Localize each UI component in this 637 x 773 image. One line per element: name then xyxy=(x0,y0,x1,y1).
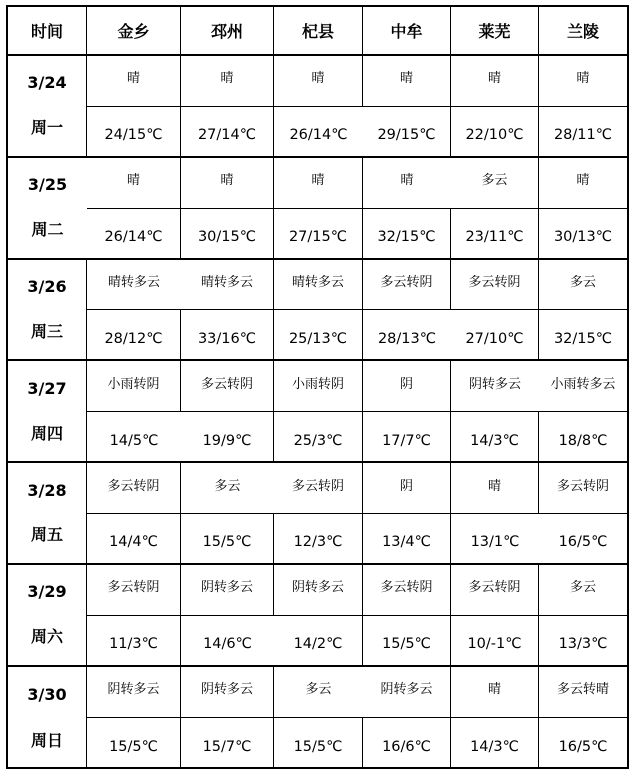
condition-cell: 阴转多云 xyxy=(274,565,363,616)
condition-cell: 小雨转阴 xyxy=(87,361,181,412)
header-city: 杞县 xyxy=(274,7,363,56)
condition-cell: 多云转阴 xyxy=(87,565,181,616)
condition-cell: 小雨转多云 xyxy=(539,361,627,412)
date-text: 3/29 xyxy=(27,582,67,602)
condition-cell: 多云转阴 xyxy=(181,361,274,412)
date-text: 3/24 xyxy=(27,73,67,93)
temperature-cell: 14/6℃ xyxy=(181,616,274,667)
header-city: 莱芜 xyxy=(451,7,539,56)
condition-cell: 小雨转阴 xyxy=(274,361,363,412)
weekday-text: 周五 xyxy=(30,525,63,545)
temperature-cell: 15/5℃ xyxy=(181,514,274,565)
temperature-cell: 13/1℃ xyxy=(451,514,539,565)
date-text: 3/30 xyxy=(27,684,67,704)
condition-cell: 多云转晴 xyxy=(539,667,627,718)
weekday-text: 周日 xyxy=(30,730,63,750)
temperature-cell: 14/4℃ xyxy=(87,514,181,565)
temperature-cell: 19/9℃ xyxy=(181,412,274,463)
day-label xyxy=(8,361,87,463)
condition-cell: 晴 xyxy=(451,463,539,514)
temperature-cell: 14/5℃ xyxy=(87,412,181,463)
temperature-cell: 28/12℃ xyxy=(87,310,181,361)
condition-cell: 多云转阴 xyxy=(539,463,627,514)
condition-cell: 晴 xyxy=(363,56,451,107)
condition-cell: 阴转多云 xyxy=(451,361,539,412)
day-label xyxy=(8,158,87,260)
date-text: 3/25 xyxy=(27,175,68,195)
condition-cell: 多云转阴 xyxy=(451,565,539,616)
condition-cell: 晴 xyxy=(539,56,627,107)
condition-cell: 阴转多云 xyxy=(181,667,274,718)
temperature-cell: 28/13℃ xyxy=(363,310,451,361)
condition-cell: 多云转阴 xyxy=(363,565,451,616)
temperature-cell: 24/15℃ xyxy=(87,107,181,158)
temperature-cell: 12/3℃ xyxy=(274,514,363,565)
temperature-cell: 29/15℃ xyxy=(363,107,451,158)
condition-cell: 阴 xyxy=(363,463,451,514)
temperature-cell: 33/16℃ xyxy=(181,310,274,361)
condition-cell: 晴 xyxy=(363,158,451,209)
temperature-cell: 18/8℃ xyxy=(539,412,627,463)
temperature-cell: 27/15℃ xyxy=(274,209,363,260)
condition-cell: 晴 xyxy=(181,158,274,209)
temperature-cell: 13/3℃ xyxy=(539,616,627,667)
header-city: 兰陵 xyxy=(539,7,627,56)
condition-cell: 晴转多云 xyxy=(181,260,274,311)
temperature-cell: 15/7℃ xyxy=(181,718,274,769)
weekday-text: 周四 xyxy=(30,423,63,443)
date-text: 3/27 xyxy=(27,378,67,398)
temperature-cell: 28/11℃ xyxy=(539,107,627,158)
condition-cell: 阴转多云 xyxy=(181,565,274,616)
condition-cell: 多云 xyxy=(181,463,274,514)
temperature-cell: 16/5℃ xyxy=(539,514,627,565)
condition-cell: 晴 xyxy=(274,56,363,107)
day-label xyxy=(8,56,87,158)
temperature-cell: 22/10℃ xyxy=(451,107,539,158)
header-city: 金乡 xyxy=(87,7,181,56)
temperature-cell: 13/4℃ xyxy=(363,514,451,565)
header-time: 时间 xyxy=(8,7,87,56)
temperature-cell: 27/14℃ xyxy=(181,107,274,158)
temperature-cell: 26/14℃ xyxy=(87,209,181,260)
condition-cell: 多云 xyxy=(539,565,627,616)
temperature-cell: 15/5℃ xyxy=(274,718,363,769)
temperature-cell: 15/5℃ xyxy=(87,718,181,769)
header-city: 邳州 xyxy=(181,7,274,56)
condition-cell: 阴转多云 xyxy=(87,667,181,718)
temperature-cell: 32/15℃ xyxy=(363,209,451,260)
condition-cell: 多云 xyxy=(539,260,627,311)
condition-cell: 晴 xyxy=(539,158,627,209)
condition-cell: 晴转多云 xyxy=(274,260,363,311)
header-city: 中牟 xyxy=(363,7,451,56)
temperature-cell: 14/3℃ xyxy=(451,412,539,463)
condition-cell: 晴 xyxy=(451,56,539,107)
condition-cell: 阴 xyxy=(363,361,451,412)
temperature-cell: 10/-1℃ xyxy=(451,616,539,667)
temperature-cell: 11/3℃ xyxy=(87,616,181,667)
date-text: 3/26 xyxy=(27,277,67,296)
temperature-cell: 15/5℃ xyxy=(363,616,451,667)
weekday-text: 周一 xyxy=(30,118,63,138)
temperature-cell: 25/3℃ xyxy=(274,412,363,463)
condition-cell: 多云转阴 xyxy=(363,260,451,311)
day-label xyxy=(8,565,87,667)
condition-cell: 晴 xyxy=(87,56,181,107)
temperature-cell: 30/13℃ xyxy=(539,209,627,260)
condition-cell: 晴 xyxy=(181,56,274,107)
weather-table xyxy=(6,5,629,769)
temperature-cell: 23/11℃ xyxy=(451,209,539,260)
condition-cell: 多云 xyxy=(274,667,363,718)
temperature-cell: 30/15℃ xyxy=(181,209,274,260)
temperature-cell: 27/10℃ xyxy=(451,310,539,361)
temperature-cell: 17/7℃ xyxy=(363,412,451,463)
weather-grid xyxy=(8,7,627,768)
temperature-cell: 14/2℃ xyxy=(274,616,363,667)
temperature-cell: 32/15℃ xyxy=(539,310,627,361)
condition-cell: 阴转多云 xyxy=(363,667,451,718)
day-label xyxy=(8,667,87,769)
day-label xyxy=(8,260,87,362)
condition-cell: 晴 xyxy=(451,667,539,718)
condition-cell: 晴 xyxy=(274,158,363,209)
condition-cell: 多云 xyxy=(451,158,539,209)
date-text: 3/28 xyxy=(27,480,67,500)
condition-cell: 多云转阴 xyxy=(87,463,181,514)
condition-cell: 晴转多云 xyxy=(87,260,181,311)
temperature-cell: 25/13℃ xyxy=(274,310,363,361)
day-label xyxy=(8,463,87,565)
temperature-cell: 14/3℃ xyxy=(451,718,539,769)
condition-cell: 多云转阴 xyxy=(451,260,539,311)
weekday-text: 周六 xyxy=(30,627,63,647)
condition-cell: 多云转阴 xyxy=(274,463,363,514)
temperature-cell: 16/6℃ xyxy=(363,718,451,769)
temperature-cell: 16/5℃ xyxy=(558,739,608,756)
temperature-cell: 26/14℃ xyxy=(274,107,363,158)
condition-cell: 晴 xyxy=(87,158,181,209)
weekday-text: 周三 xyxy=(30,321,63,341)
weekday-text: 周二 xyxy=(31,220,64,240)
